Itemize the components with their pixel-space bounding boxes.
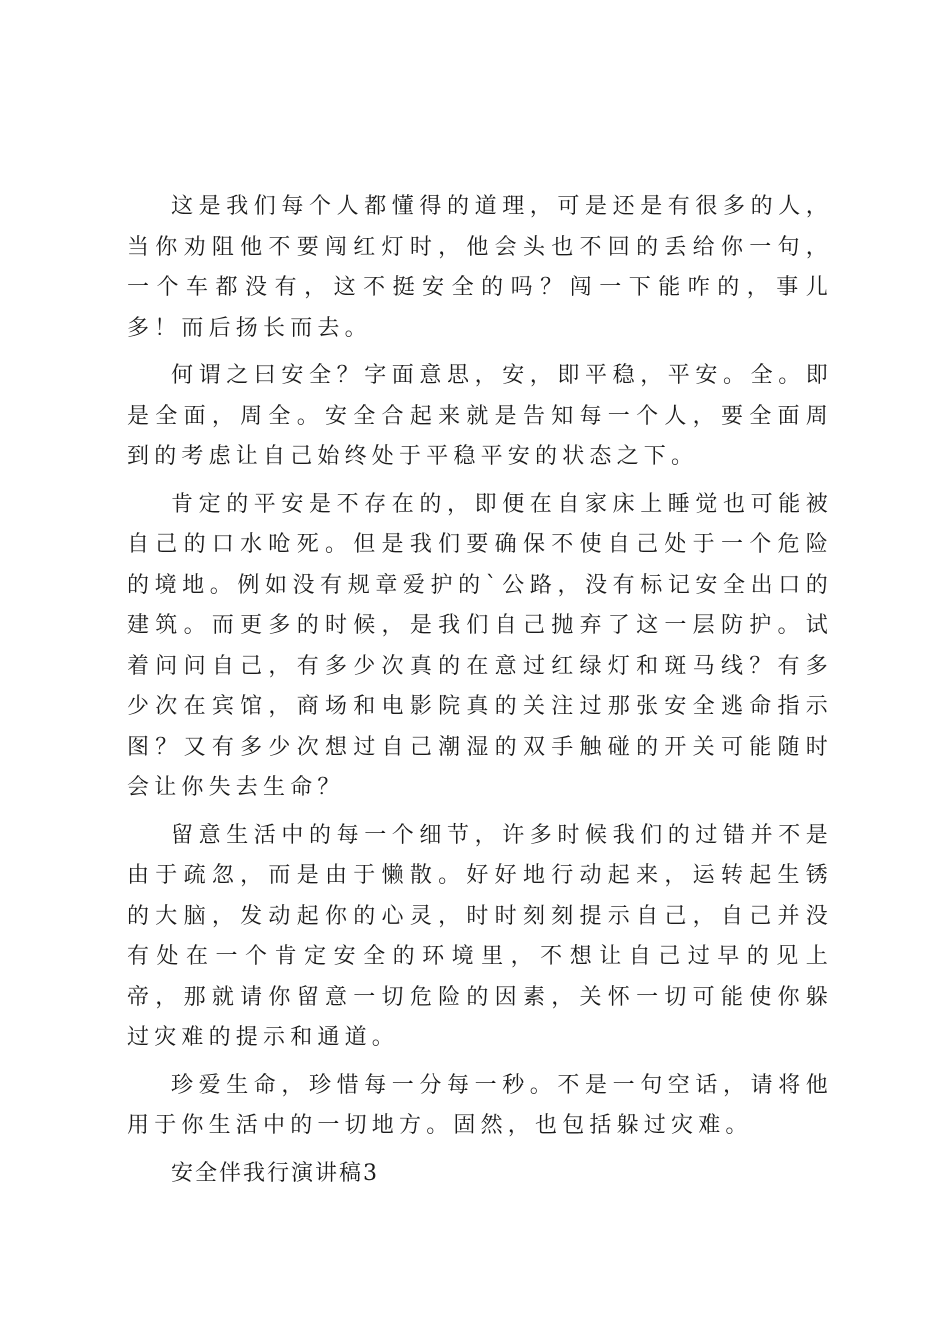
paragraph-2: 何谓之曰安全？字面意思，安，即平稳，平安。全。即是全面，周全。安全合起来就是告知每一个人，要全面周到的考虑让自己始终处于平稳平安的状态之下。 — [127, 363, 833, 469]
paragraph-5: 珍爱生命，珍惜每一分每一秒。不是一句空话，请将他用于你生活中的一切地方。固然，也包括躲过灾难。 — [127, 1072, 833, 1138]
paragraph-1: 这是我们每个人都懂得的道理，可是还是有很多的人，当你劝阻他不要闯红灯时，他会头也不回的丢给你一句，一个车都没有，这不挺安全的吗？闯一下能咋的，事儿多！而后扬长而去。 — [127, 194, 833, 341]
paragraph-3: 肯定的平安是不存在的，即便在自家床上睡觉也可能被自己的口水呛死。但是我们要确保不使自己处于一个危险的境地。例如没有规章爱护的`公路，没有标记安全出口的建筑。而更多的时候，是我们自己抛弃了这一层防护。试着问问自己，有多少次真的在意过红绿灯和斑马线？有多少次在宾馆，商场和电影院真的关注过那张安全逃命指示图？又有多少次想过自己潮湿的双手触碰的开关可能随时会让你失去生命？ — [127, 491, 833, 800]
paragraph-4: 留意生活中的每一个细节，许多时候我们的过错并不是由于疏忽，而是由于懒散。好好地行动起来，运转起生锈的大脑，发动起你的心灵，时时刻刻提示自己，自己并没有处在一个肯定安全的环境里，不想让自己过早的见上帝，那就请你留意一切危险的因素，关怀一切可能使你躲过灾难的提示和通道。 — [127, 822, 833, 1050]
section-heading: 安全伴我行演讲稿3 — [171, 1160, 379, 1186]
document-body — [127, 187, 833, 1194]
